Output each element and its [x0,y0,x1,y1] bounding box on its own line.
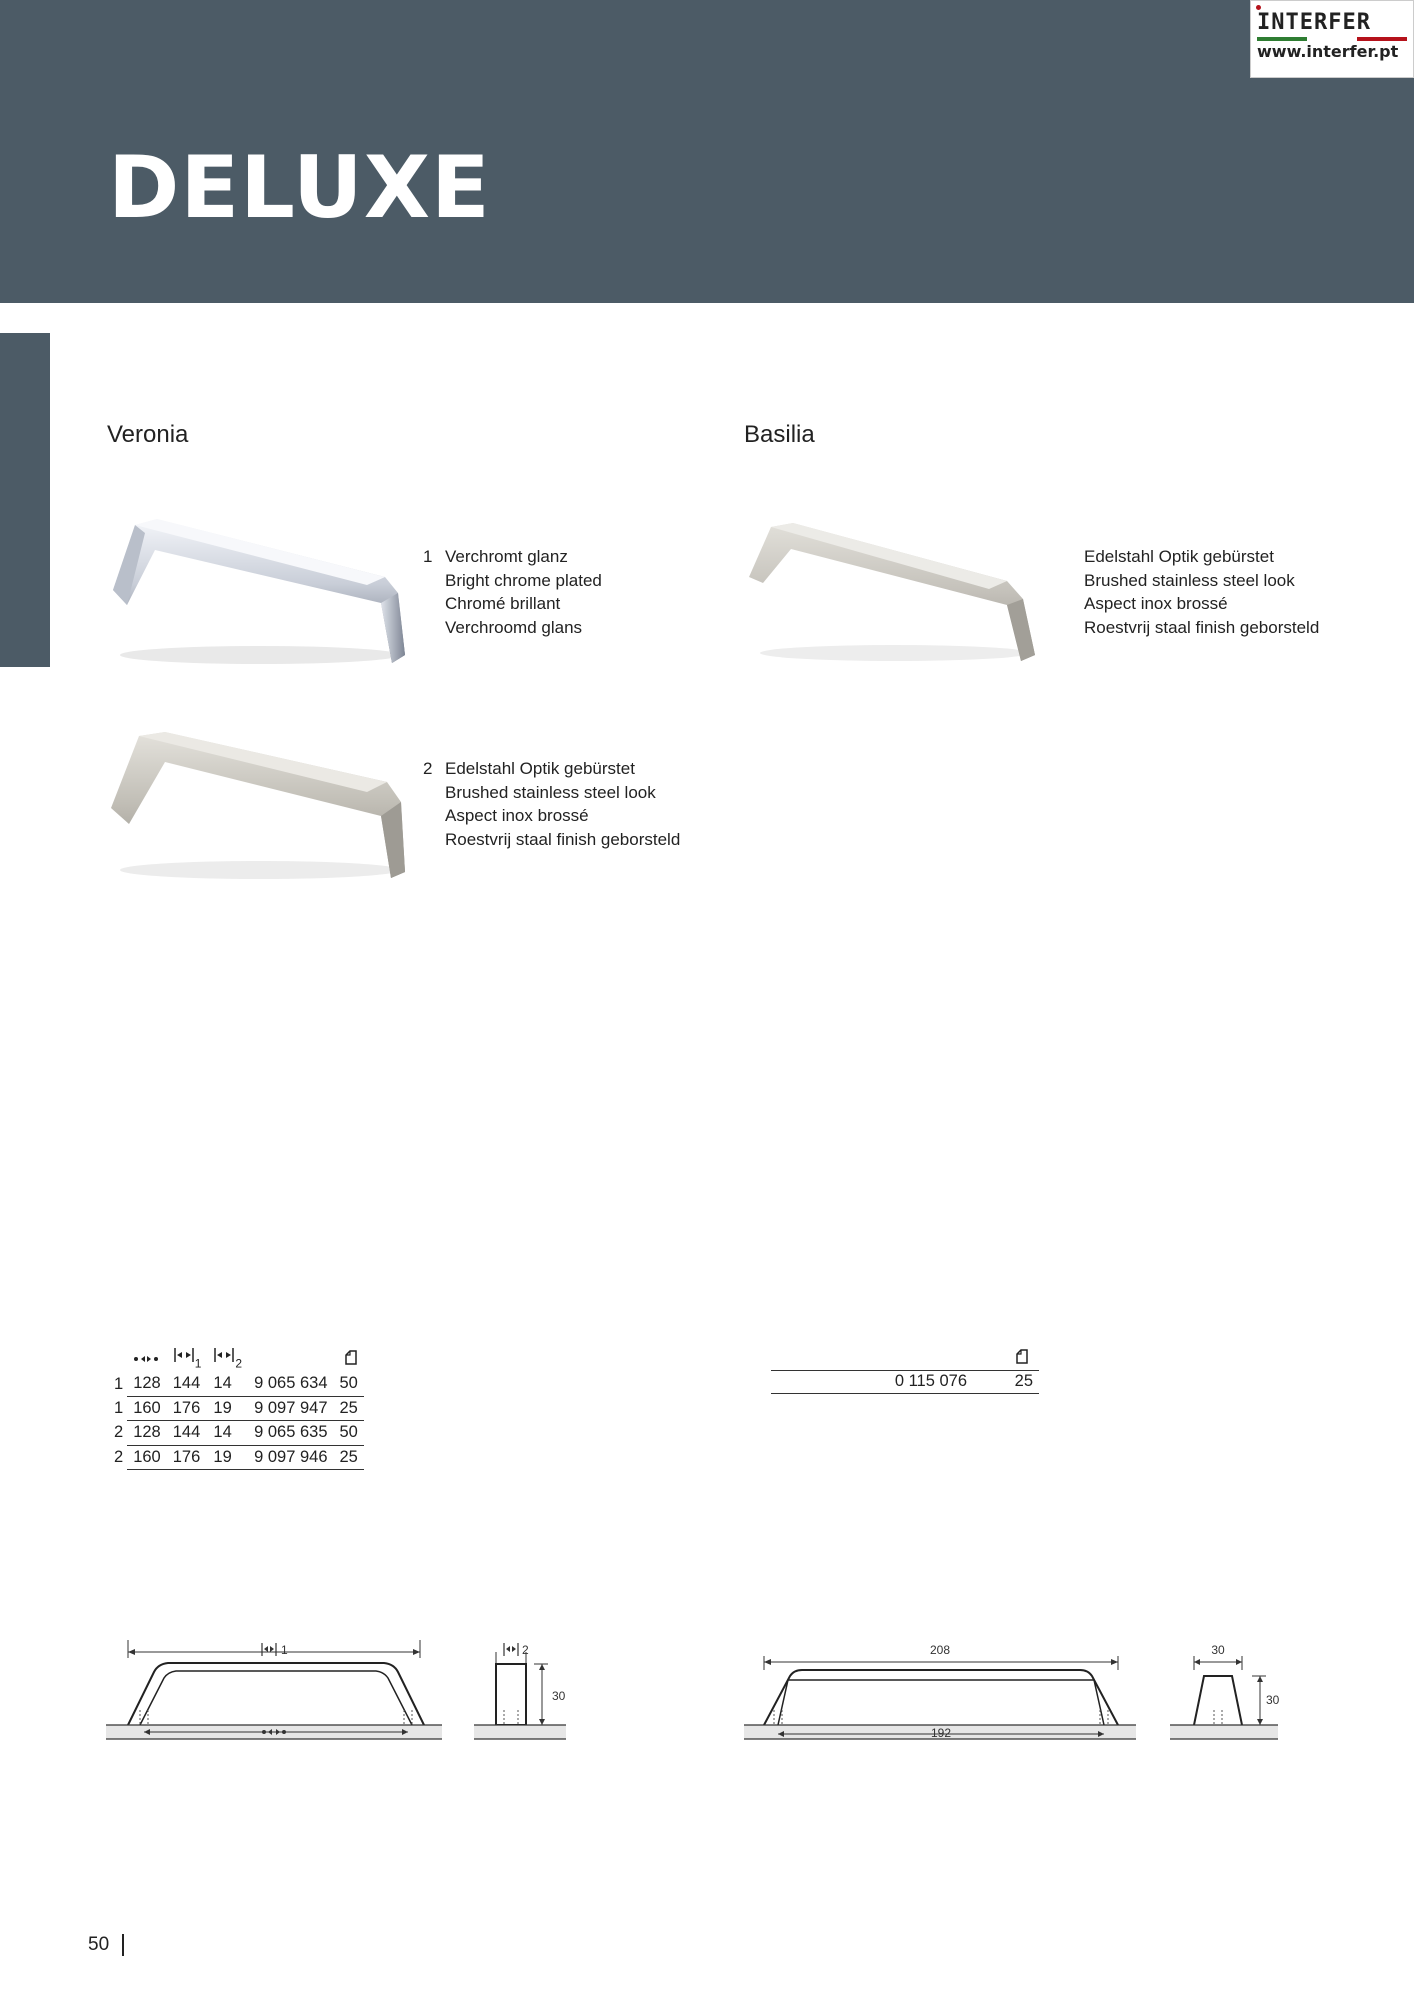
variant-number: 1 [423,547,433,566]
logo-name: INTERFER [1257,10,1371,35]
basilia-spec-table [771,1344,1039,1394]
veronia-spec-table [110,1344,364,1470]
logo-url: www.interfer.pt [1257,42,1399,61]
page-number: 50 [88,1934,110,1955]
width-dimension-icon [504,1643,518,1656]
interfer-logo[interactable] [1250,0,1414,78]
variant-line: Verchromt glanz [445,547,568,566]
product-name-basilia: Basilia [744,421,815,448]
variant-line: Brushed stainless steel look [445,782,656,802]
width-icon: 2 [207,1344,248,1372]
page-title: DELUXE [108,138,491,238]
variant-line: Edelstahl Optik gebürstet [1084,547,1274,566]
veronia-chrome-handle-image [105,505,410,675]
variant-veronia-1 [423,545,602,639]
variant-line: Brushed stainless steel look [1084,570,1295,590]
table-row: 1 128 144 14 9 065 634 50 [110,1372,364,1396]
table-row: 0 115 076 25 [771,1371,1039,1394]
table-header-row [110,1344,364,1372]
package-icon [1015,1348,1029,1364]
package-icon [334,1344,364,1372]
basilia-end-drawing [1170,1630,1280,1750]
section-side-tab [0,333,50,667]
variant-line: Aspect inox brossé [445,806,589,825]
hole-spacing-icon [127,1344,167,1372]
veronia-brushed-handle-image [105,720,410,890]
variant-line: Roestvrij staal finish geborsteld [445,829,681,849]
variant-basilia-1 [1062,545,1319,639]
variant-number: 2 [423,759,433,778]
variant-line: Edelstahl Optik gebürstet [445,759,635,778]
product-name-veronia: Veronia [107,421,189,448]
logo-dot [1256,5,1261,10]
hole-spacing-label: 192 [930,1726,952,1740]
height-label: 30 [552,1689,566,1703]
variant-line: Chromé brillant [445,594,561,613]
table-header-row [771,1344,1039,1371]
length-dimension-icon [262,1643,276,1656]
variant-line: Bright chrome plated [445,570,602,590]
width-label: 2 [522,1643,529,1657]
basilia-brushed-handle-image [745,505,1045,675]
variant-line: Roestvrij staal finish geborsteld [1084,617,1320,637]
table-row: 2 160 176 19 9 097 946 25 [110,1445,364,1470]
table-row: 1 160 176 19 9 097 947 25 [110,1396,364,1421]
table-row: 2 128 144 14 9 065 635 50 [110,1421,364,1446]
logo-flag-stripe [1257,37,1407,41]
page-number-divider [122,1934,124,1956]
variant-line: Aspect inox brossé [1084,594,1228,613]
length-label: 1 [281,1643,288,1657]
height-label: 30 [1266,1693,1280,1707]
veronia-end-drawing [474,1630,566,1750]
length-icon: 1 [167,1344,208,1372]
variant-line: Verchroomd glans [445,617,583,637]
basilia-side-drawing [744,1630,1139,1750]
veronia-side-drawing [106,1630,446,1750]
length-label: 208 [929,1643,951,1657]
variant-veronia-2 [423,757,680,851]
width-label: 30 [1211,1643,1225,1657]
